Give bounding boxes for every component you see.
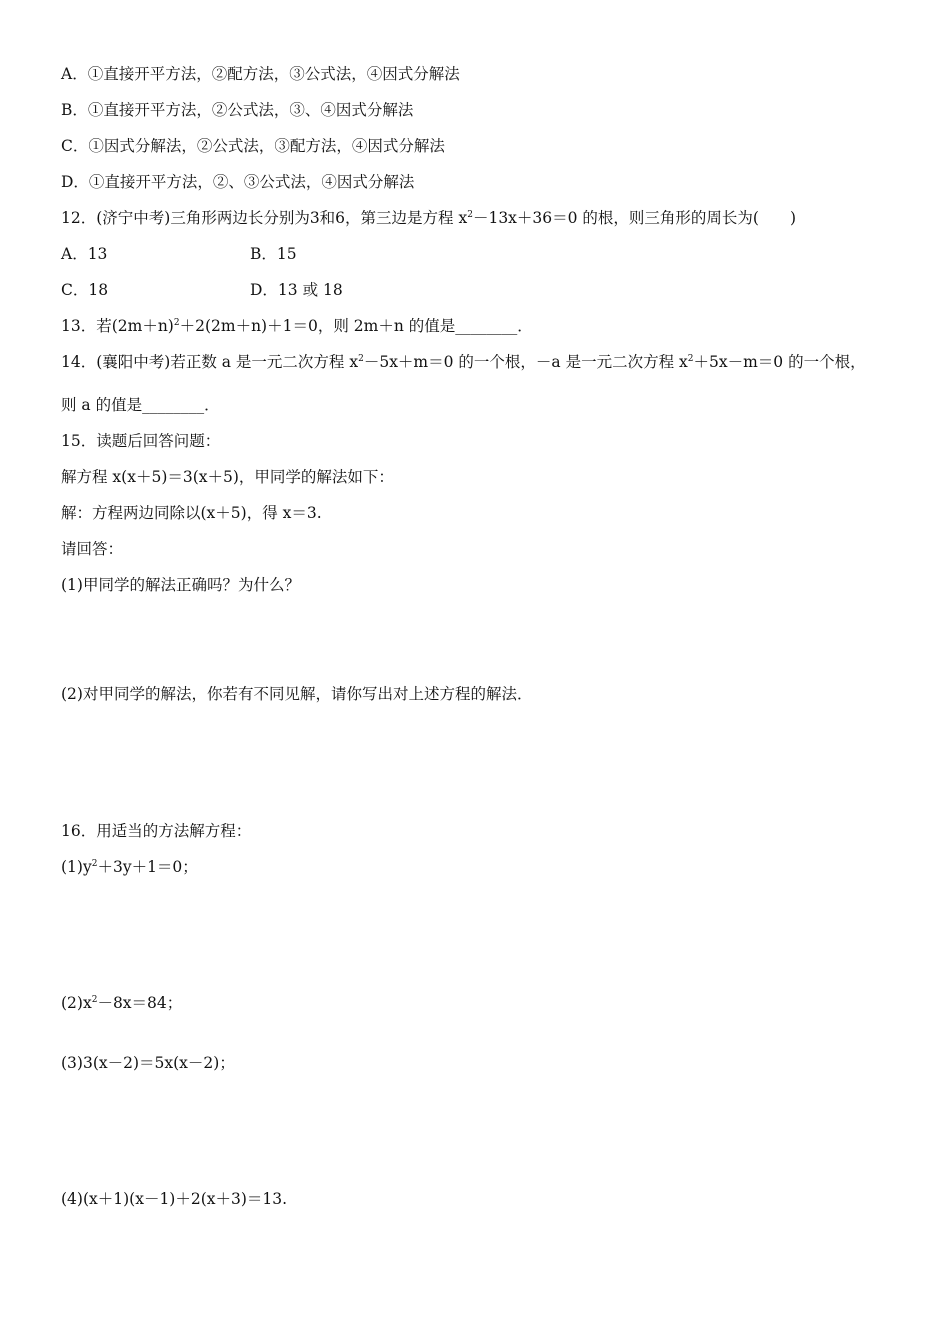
- q15-equation: 解方程 x(x＋5)＝3(x＋5)，甲同学的解法如下：: [61, 468, 394, 486]
- q12-option-a: A．13: [61, 245, 108, 263]
- q12-option-d: D．13 或 18: [250, 281, 343, 299]
- q16-part-1: $(1)y^2+3y+1=0$；: [61, 858, 198, 876]
- q12-option-b: B．15: [250, 245, 297, 263]
- q15-part-2: (2)对甲同学的解法，你若有不同见解，请你写出对上述方程的解法．: [61, 685, 533, 703]
- q15-solution: 解：方程两边同除以(x＋5)，得 x＝3.: [61, 504, 322, 522]
- q16-title: 16．用适当的方法解方程：: [61, 822, 252, 840]
- q13-stem: 13．若$(2m+n)^2+2(2m+n)+1=0$，则 2m＋n 的值是________．: [61, 317, 533, 335]
- q11-option-c: C．①因式分解法，②公式法，③配方法，④因式分解法: [61, 137, 445, 155]
- q15-title: 15．读题后回答问题：: [61, 432, 221, 450]
- q11-option-d: D．①直接开平方法，②、③公式法，④因式分解法: [61, 173, 415, 191]
- q14-stem: 14．(襄阳中考)若正数 a 是一元二次方程 $x^2-5x+m=0$ 的一个根，－a 是一元二次方程 $x^2+5x-m=0$ 的一个根，: [61, 353, 866, 371]
- q16-part-3: (3)3(x－2)＝5x(x－2)；: [61, 1054, 235, 1072]
- q15-part-1: (1)甲同学的解法正确吗？为什么？: [61, 576, 300, 594]
- q16-part-4: (4)(x＋1)(x－1)＋2(x＋3)＝13.: [61, 1190, 288, 1208]
- q11-option-a: A．①直接开平方法，②配方法，③公式法，④因式分解法: [61, 65, 460, 83]
- q12-stem: 12．(济宁中考)三角形两边长分别为3和6，第三边是方程 $x^2-13x+36=0$ 的根，则三角形的周长为( ): [61, 209, 797, 227]
- q11-option-b: B．①直接开平方法，②公式法，③、④因式分解法: [61, 101, 414, 119]
- q14-stem-line2: 则 a 的值是________．: [61, 396, 220, 414]
- q15-prompt: 请回答：: [61, 540, 124, 558]
- q16-part-2: $(2)x^2-8x=84$；: [61, 994, 183, 1012]
- q12-option-c: C．18: [61, 281, 109, 299]
